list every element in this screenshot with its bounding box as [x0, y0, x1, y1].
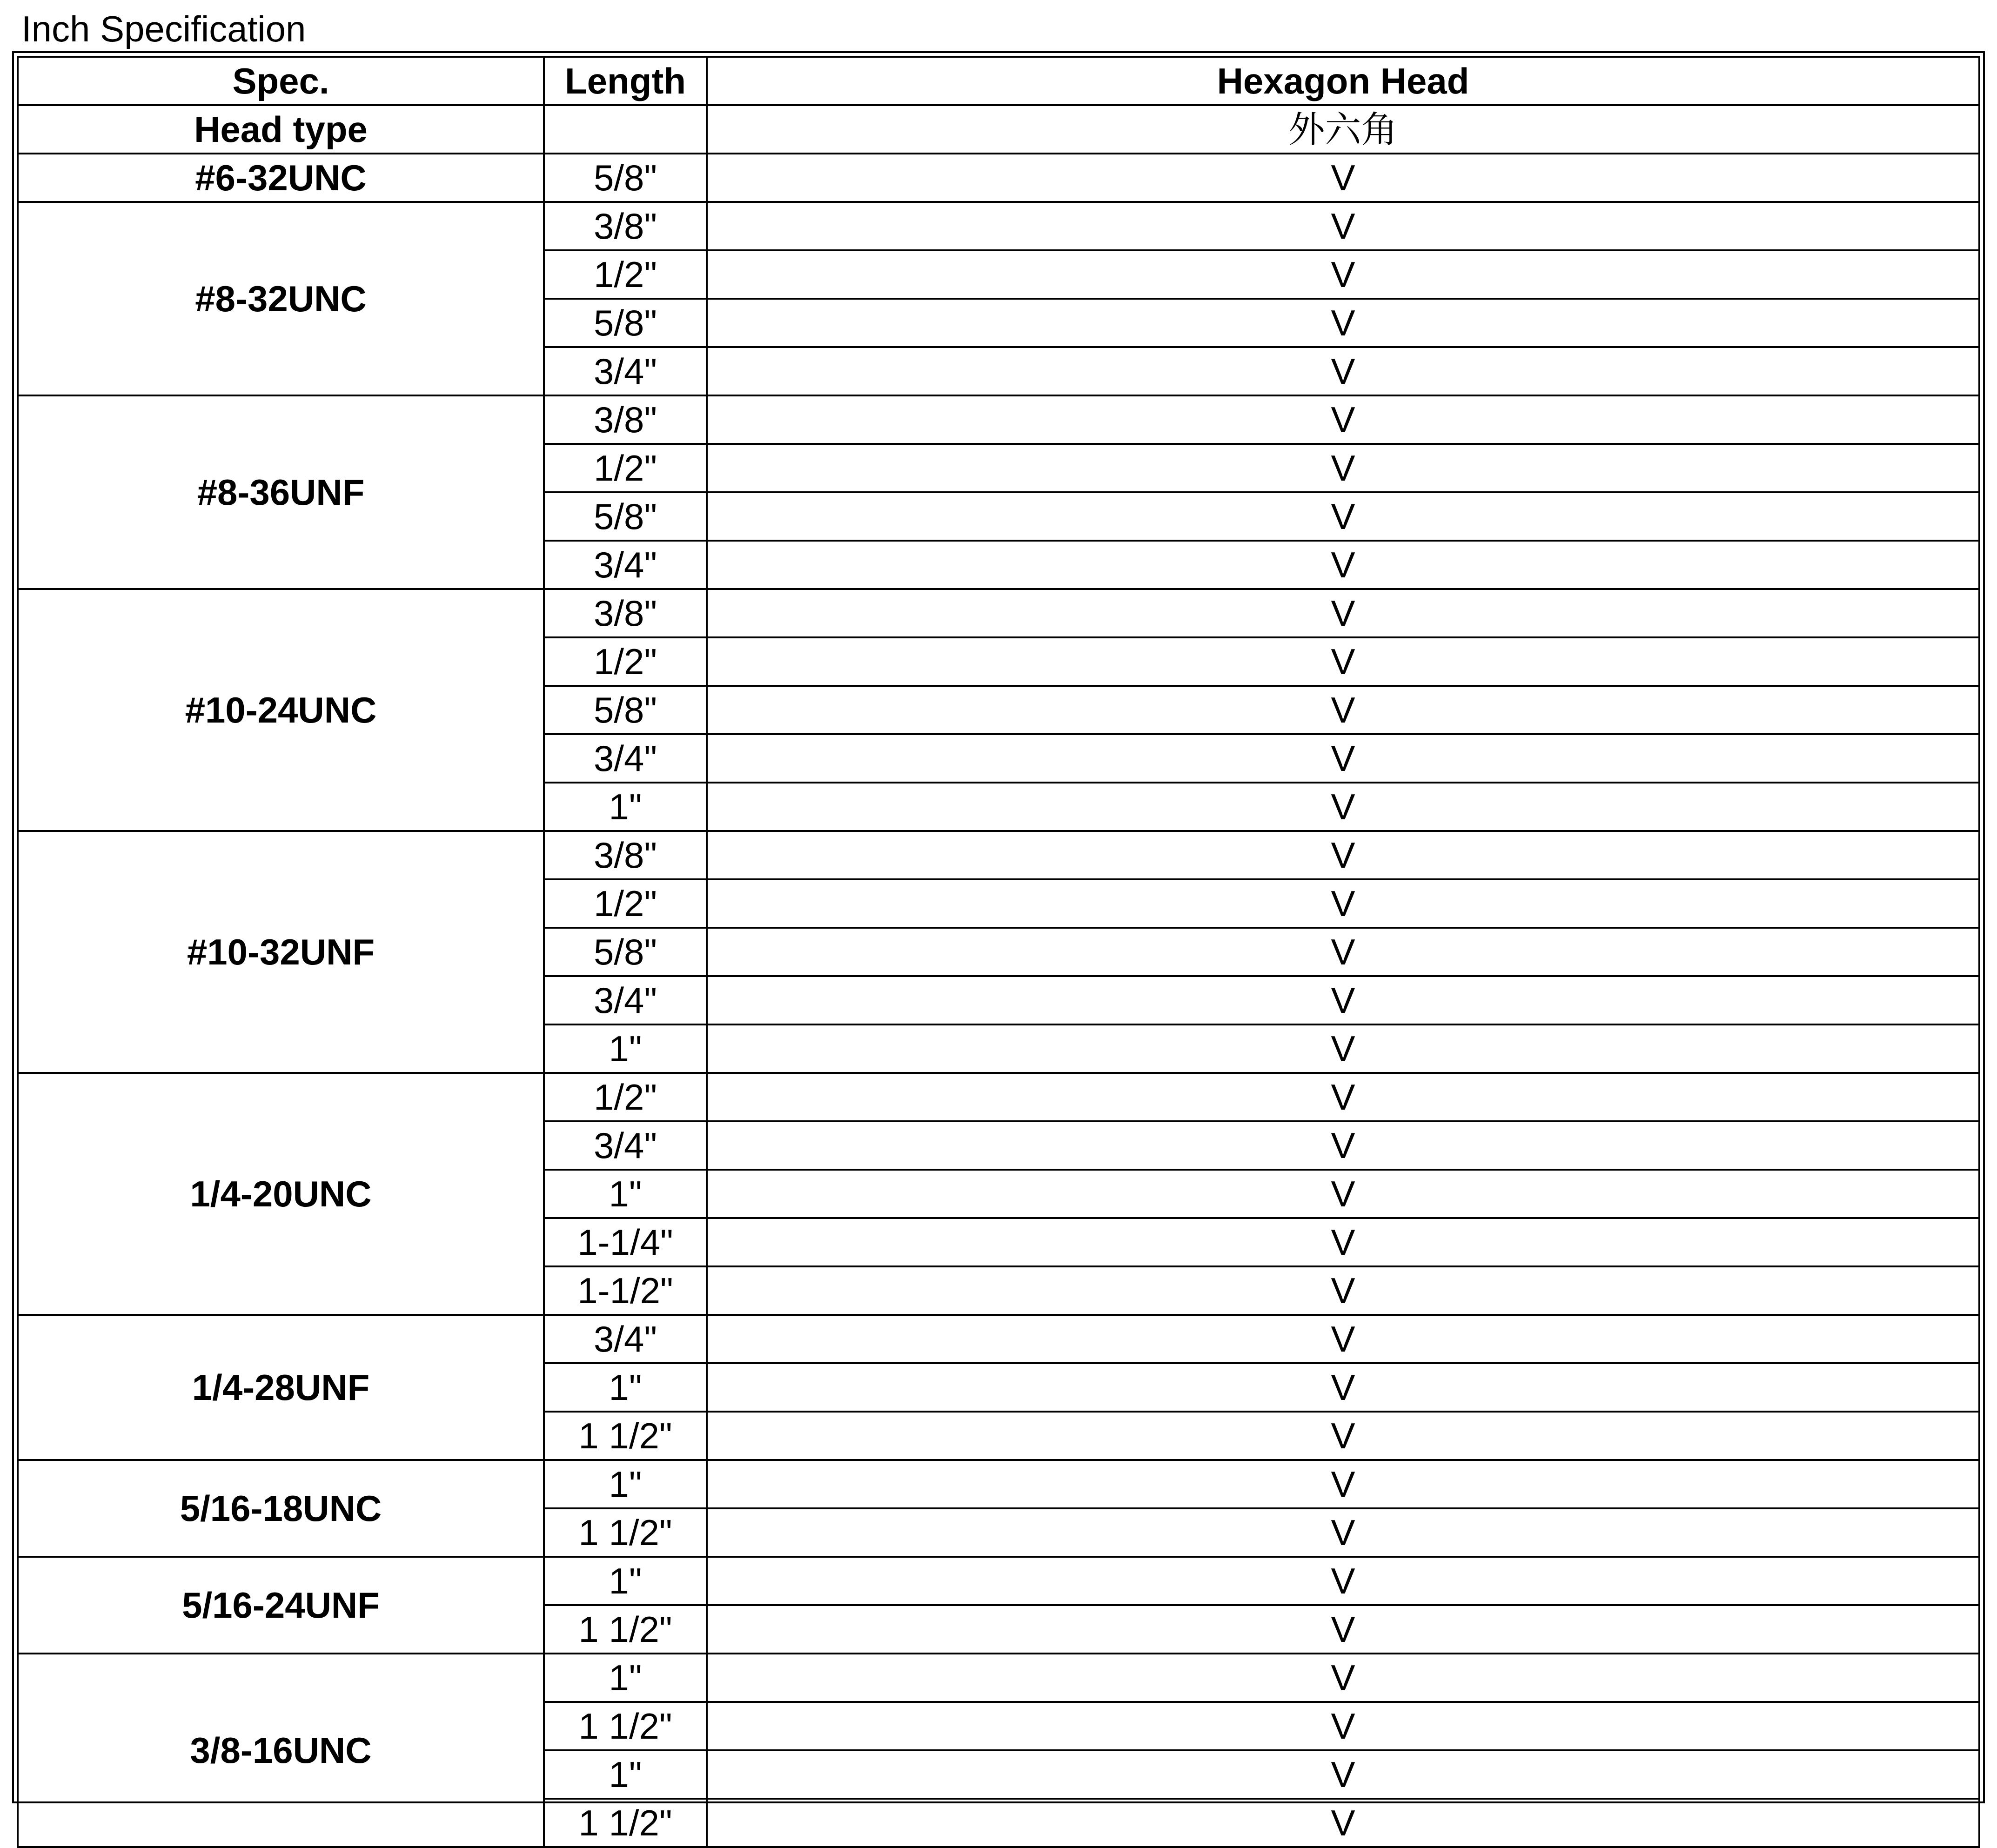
length-cell: 3/4" — [544, 541, 707, 589]
length-cell: 3/4" — [544, 1315, 707, 1363]
length-cell: 1-1/2" — [544, 1266, 707, 1315]
hexagon-head-mark-cell: V — [707, 1218, 1979, 1266]
hexagon-head-mark-cell: V — [707, 202, 1979, 250]
hexagon-head-mark-cell: V — [707, 1557, 1979, 1605]
length-cell: 3/8" — [544, 395, 707, 444]
length-cell: 5/8" — [544, 928, 707, 976]
hexagon-head-mark-cell: V — [707, 1750, 1979, 1799]
hexagon-head-mark-cell: V — [707, 831, 1979, 879]
table-row — [18, 1460, 1979, 1508]
hexagon-head-mark-cell: V — [707, 347, 1979, 395]
length-cell: 5/8" — [544, 154, 707, 202]
spec-cell: #8-32UNC — [18, 202, 544, 395]
length-cell: 3/4" — [544, 1121, 707, 1170]
length-cell: 1" — [544, 1024, 707, 1073]
spec-cell: 1/4-28UNF — [18, 1315, 544, 1460]
length-cell: 3/4" — [544, 347, 707, 395]
table-row — [18, 202, 1979, 250]
header-hexagon-head: Hexagon Head — [707, 57, 1979, 105]
spec-cell: #8-36UNF — [18, 395, 544, 589]
hexagon-head-mark-cell: V — [707, 1363, 1979, 1412]
length-cell: 1" — [544, 1460, 707, 1508]
length-cell: 1" — [544, 1750, 707, 1799]
hexagon-head-mark-cell: V — [707, 1315, 1979, 1363]
header-length: Length — [544, 57, 707, 105]
spec-cell: #10-24UNC — [18, 589, 544, 831]
header-row — [18, 57, 1979, 105]
spec-table-frame — [12, 51, 1985, 1843]
table-row — [18, 154, 1979, 202]
table-row — [18, 831, 1979, 879]
hexagon-head-mark-cell: V — [707, 1412, 1979, 1460]
spec-cell: 5/16-18UNC — [18, 1460, 544, 1557]
hexagon-head-mark-cell: V — [707, 1702, 1979, 1750]
head-type-row — [18, 105, 1979, 154]
hexagon-head-mark-cell: V — [707, 1508, 1979, 1557]
hexagon-head-mark-cell: V — [707, 395, 1979, 444]
spec-cell: 5/16-24UNF — [18, 1557, 544, 1654]
hexagon-head-mark-cell: V — [707, 928, 1979, 976]
length-cell: 5/8" — [544, 492, 707, 541]
length-cell: 1" — [544, 1557, 707, 1605]
head-type-label: Head type — [18, 105, 544, 154]
hexagon-head-mark-cell: V — [707, 783, 1979, 831]
hexagon-head-mark-cell: V — [707, 589, 1979, 637]
hexagon-head-mark-cell: V — [707, 976, 1979, 1024]
hexagon-head-mark-cell: V — [707, 299, 1979, 347]
hexagon-head-mark-cell: V — [707, 1799, 1979, 1847]
table-row — [18, 1073, 1979, 1121]
length-cell: 1 1/2" — [544, 1799, 707, 1847]
length-cell: 1 1/2" — [544, 1412, 707, 1460]
spec-cell: 3/8-16UNC — [18, 1654, 544, 1847]
hexagon-head-mark-cell: V — [707, 879, 1979, 928]
length-cell: 1/2" — [544, 1073, 707, 1121]
length-cell: 1-1/4" — [544, 1218, 707, 1266]
length-cell: 1 1/2" — [544, 1702, 707, 1750]
table-row — [18, 395, 1979, 444]
hexagon-head-mark-cell: V — [707, 154, 1979, 202]
hexagon-head-mark-cell: V — [707, 1170, 1979, 1218]
length-cell: 1" — [544, 1363, 707, 1412]
hexagon-head-mark-cell: V — [707, 1605, 1979, 1654]
length-cell: 3/4" — [544, 734, 707, 783]
length-cell: 3/8" — [544, 589, 707, 637]
hexagon-head-mark-cell: V — [707, 1073, 1979, 1121]
hexagon-head-mark-cell: V — [707, 541, 1979, 589]
hexagon-head-mark-cell: V — [707, 1266, 1979, 1315]
length-cell: 1/2" — [544, 250, 707, 299]
hexagon-head-mark-cell: V — [707, 492, 1979, 541]
length-cell: 1/2" — [544, 879, 707, 928]
spec-cell: #6-32UNC — [18, 154, 544, 202]
spec-cell: #10-32UNF — [18, 831, 544, 1073]
hexagon-head-mark-cell: V — [707, 1024, 1979, 1073]
hexagon-head-mark-cell: V — [707, 1121, 1979, 1170]
hexagon-head-mark-cell: V — [707, 686, 1979, 734]
length-cell: 5/8" — [544, 686, 707, 734]
hexagon-head-mark-cell: V — [707, 637, 1979, 686]
length-cell: 1" — [544, 783, 707, 831]
table-row — [18, 1315, 1979, 1363]
page-title: Inch Specification — [21, 8, 306, 49]
header-spec: Spec. — [18, 57, 544, 105]
table-row — [18, 589, 1979, 637]
length-cell: 1" — [544, 1654, 707, 1702]
length-cell: 1/2" — [544, 444, 707, 492]
hexagon-head-mark-cell: V — [707, 734, 1979, 783]
length-cell: 1 1/2" — [544, 1508, 707, 1557]
spec-cell: 1/4-20UNC — [18, 1073, 544, 1315]
hexagon-head-mark-cell: V — [707, 1654, 1979, 1702]
table-row — [18, 1557, 1979, 1605]
hexagon-head-mark-cell: V — [707, 444, 1979, 492]
length-cell: 1/2" — [544, 637, 707, 686]
spec-table — [17, 56, 1980, 1848]
length-cell: 3/8" — [544, 202, 707, 250]
head-type-value: 外六角 — [707, 105, 1979, 154]
length-cell: 1 1/2" — [544, 1605, 707, 1654]
length-cell: 1" — [544, 1170, 707, 1218]
head-type-length — [544, 105, 707, 154]
length-cell: 3/8" — [544, 831, 707, 879]
table-row — [18, 1654, 1979, 1702]
length-cell: 3/4" — [544, 976, 707, 1024]
length-cell: 5/8" — [544, 299, 707, 347]
hexagon-head-mark-cell: V — [707, 250, 1979, 299]
hexagon-head-mark-cell: V — [707, 1460, 1979, 1508]
